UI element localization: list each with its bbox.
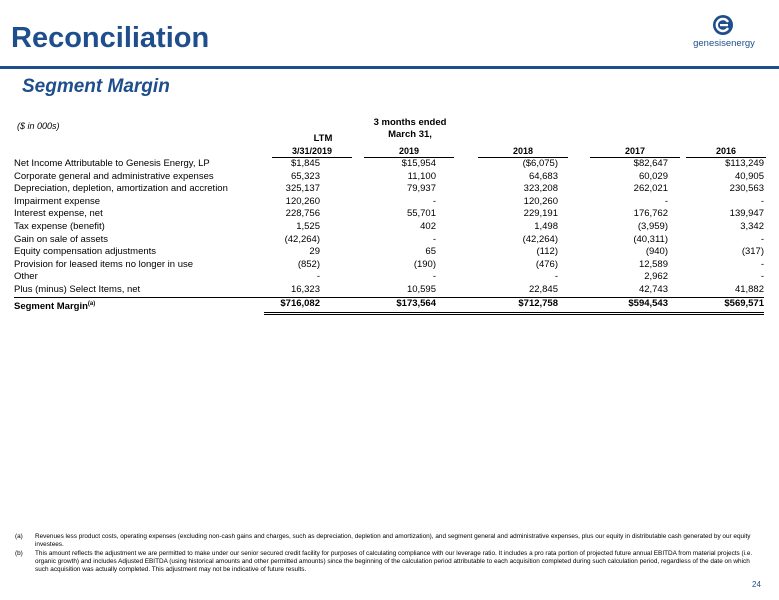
row-label: Other: [14, 271, 38, 283]
logo-wordmark: genesisenergy: [693, 38, 755, 49]
segment-margin-table: [14, 158, 764, 315]
table-row: [14, 284, 764, 297]
row-label: Corporate general and administrative expenses: [14, 170, 214, 182]
row-value: 55,701: [406, 208, 436, 220]
row-value: 16,323: [290, 283, 320, 295]
footnotes: [15, 533, 765, 575]
column-header-2017: 2017: [590, 145, 680, 158]
total-value: $173,564: [320, 297, 436, 313]
row-value: 41,882: [734, 283, 764, 295]
footnote-mark: (b): [15, 550, 23, 557]
row-value: (112): [536, 246, 558, 258]
table-row: [14, 246, 764, 259]
row-value: 65: [425, 246, 436, 258]
three-months-header: 3 months ended: [373, 117, 447, 128]
three-months-subheader: March 31,: [388, 129, 432, 140]
row-value: 120,260: [523, 195, 558, 207]
row-value: 10,595: [406, 283, 436, 295]
footnote-mark: (a): [15, 533, 23, 540]
column-header-2016: 2016: [686, 145, 766, 158]
row-value: ($6,075): [522, 158, 558, 169]
footnote-text: This amount reflects the adjustment we are permitted to make under our senior secured credit facility for purposes of calculating compliance with our leverage ratio. It includes a pro rata portion of projected future annual EBITDA from material projects (i.e. organic growth) and includes Adjusted EBITDA (using historical amounts and other permitted amounts) since the beginning of the calculation period attributable to each acquisition completed during such calculation period, regardless of the date on which such acquisition was actually completed. This adjustment may not be indicative of future results.: [35, 550, 753, 573]
row-label: Depreciation, depletion, amortization and accretion: [14, 183, 228, 195]
row-value: 29: [309, 246, 320, 258]
ltm-header: LTM: [313, 133, 333, 144]
row-value: 1,525: [296, 220, 320, 232]
row-value: 229,191: [523, 208, 558, 220]
table-row: [14, 271, 764, 284]
table-row: [14, 158, 764, 171]
row-label: Tax expense (benefit): [14, 220, 105, 232]
row-value: -: [432, 271, 436, 283]
row-value: 2,962: [644, 271, 668, 283]
row-label: Equity compensation adjustments: [14, 246, 157, 258]
total-footnote-ref: (a): [87, 300, 96, 307]
row-value: 120,260: [285, 195, 320, 207]
total-row: [14, 297, 764, 313]
row-value: 230,563: [729, 183, 764, 195]
row-label: Impairment expense: [14, 195, 101, 207]
table-row: [14, 208, 764, 221]
row-value: (190): [413, 258, 436, 270]
row-value: (40,311): [633, 233, 668, 245]
row-value: (3,959): [637, 220, 668, 232]
footnote-a: [15, 533, 765, 549]
row-label: Net Income Attributable to Genesis Energy, LP: [14, 158, 210, 169]
row-value: 65,323: [290, 170, 320, 182]
row-value: (317): [741, 246, 764, 258]
table-row: [14, 234, 764, 247]
row-value: 12,589: [638, 258, 668, 270]
row-value: 60,029: [638, 170, 668, 182]
column-header-ltm-date: 3/31/2019: [272, 145, 352, 158]
column-header-2018: 2018: [478, 145, 568, 158]
row-value: -: [554, 271, 558, 283]
row-value: (42,264): [284, 233, 320, 245]
total-value: $594,543: [558, 297, 668, 313]
row-value: -: [432, 195, 436, 207]
row-value: -: [432, 233, 436, 245]
total-value: $569,571: [668, 297, 764, 313]
row-value: $1,845: [290, 158, 320, 169]
footnote-text: Revenues less product costs, operating expenses (excluding non-cash gains and charges, such as depreciation, depletion and amortization), and segment general and administrative expenses, plus our equity in distributable cash generated by our equity investees.: [35, 533, 751, 548]
row-label: Provision for leased items no longer in use: [14, 258, 194, 270]
table-row: [14, 259, 764, 272]
row-value: 402: [420, 220, 436, 232]
row-value: 3,342: [740, 220, 764, 232]
page-subtitle: Segment Margin: [22, 76, 170, 97]
row-value: 323,208: [523, 183, 558, 195]
row-value: $82,647: [633, 158, 668, 169]
row-value: 64,683: [528, 170, 558, 182]
row-value: -: [760, 195, 764, 207]
page-title: Reconciliation: [11, 22, 210, 54]
row-value: $15,954: [401, 158, 436, 169]
row-value: (42,264): [522, 233, 558, 245]
row-label: Interest expense, net: [14, 208, 103, 220]
company-logo: [678, 14, 770, 54]
row-value: 40,905: [734, 170, 764, 182]
row-value: (940): [645, 246, 668, 258]
table-row: [14, 171, 764, 184]
row-value: -: [760, 258, 764, 270]
row-value: (476): [535, 258, 558, 270]
row-value: -: [760, 271, 764, 283]
row-value: 228,756: [285, 208, 320, 220]
table-row: [14, 196, 764, 209]
genesis-logo-icon: [712, 14, 734, 36]
table-row: [14, 221, 764, 234]
row-value: -: [760, 233, 764, 245]
row-value: 22,845: [528, 283, 558, 295]
row-value: 139,947: [729, 208, 764, 220]
row-label: Plus (minus) Select Items, net: [14, 283, 141, 295]
row-value: $113,249: [725, 158, 764, 169]
units-label: ($ in 000s): [17, 121, 60, 131]
row-value: -: [316, 271, 320, 283]
row-value: 11,100: [407, 170, 436, 182]
total-value: $712,758: [436, 297, 558, 313]
total-label-cell: [14, 297, 264, 313]
total-value: $716,082: [264, 297, 320, 313]
footnote-b: [15, 550, 765, 574]
row-value: 325,137: [285, 183, 320, 195]
row-value: 42,743: [638, 283, 668, 295]
header-rule: [0, 66, 779, 69]
row-value: 1,498: [534, 220, 558, 232]
row-value: 262,021: [633, 183, 668, 195]
total-label: Segment Margin: [14, 300, 88, 312]
row-value: 79,937: [406, 183, 436, 195]
row-label: Gain on sale of assets: [14, 233, 108, 245]
row-value: -: [664, 195, 668, 207]
page-number: 24: [752, 580, 761, 589]
table-row: [14, 183, 764, 196]
row-value: 176,762: [633, 208, 668, 220]
row-value: (852): [297, 258, 320, 270]
column-header-2019: 2019: [364, 145, 454, 158]
